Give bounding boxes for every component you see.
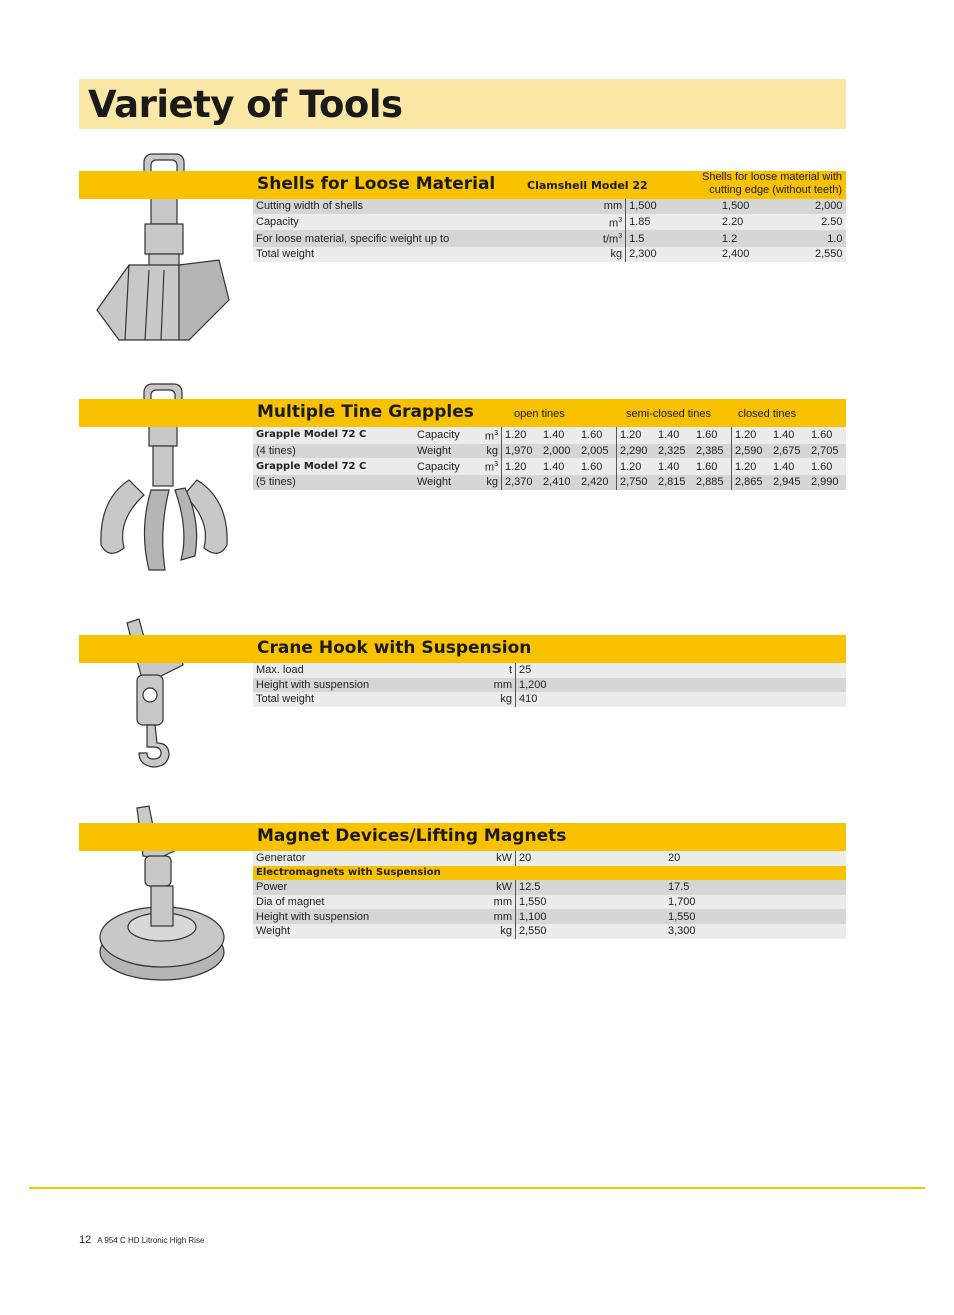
row-label: Power <box>253 880 479 895</box>
value-cell: 1.40 <box>540 458 578 475</box>
unit-text: kg <box>500 693 512 706</box>
value-cell: 1.40 <box>770 458 808 475</box>
row-model: Grapple Model 72 C <box>253 458 414 475</box>
value-cell: 1.20 <box>502 427 541 444</box>
magnets-header-band <box>79 823 846 851</box>
unit-text: m <box>484 461 495 474</box>
row-label: Height with suspension <box>253 678 479 693</box>
shells-model: Clamshell Model 22 <box>527 179 648 192</box>
value-cell: 1,200 <box>516 678 847 693</box>
value-cell: 1.60 <box>578 458 617 475</box>
row-unit <box>479 663 516 678</box>
magnets-section <box>79 802 846 992</box>
value-cell: 2,420 <box>578 475 617 490</box>
shells-title: Shells for Loose Material <box>257 174 496 194</box>
value-cell: 2,300 <box>626 247 719 262</box>
shells-variant-note <box>702 171 842 197</box>
value-cell: 1,550 <box>516 895 666 910</box>
row-unit <box>482 199 626 214</box>
title-band <box>79 79 846 129</box>
magnets-table <box>253 851 846 939</box>
value-cell: 1.0 <box>812 230 846 247</box>
value-cell: 1,550 <box>665 909 846 924</box>
row-unit <box>475 475 502 490</box>
value-cell: 1.5 <box>626 230 719 247</box>
row-param: Capacity <box>414 427 475 444</box>
row-unit <box>475 458 502 475</box>
unit-text: mm <box>603 200 623 213</box>
value-cell: 1.40 <box>655 458 693 475</box>
magnets-subheading: Electromagnets with Suspension <box>253 866 846 881</box>
value-cell: 1.40 <box>540 427 578 444</box>
value-cell: 2,550 <box>812 247 846 262</box>
row-label: Max. load <box>253 663 479 678</box>
unit-text: kg <box>500 925 512 938</box>
value-cell: 1.60 <box>693 427 732 444</box>
document-title: A 954 C HD Litronic High Rise <box>97 1236 205 1245</box>
value-cell: 2,550 <box>516 924 666 939</box>
value-cell: 1,100 <box>516 909 666 924</box>
unit-text: mm <box>493 896 512 909</box>
table-row <box>253 909 846 924</box>
value-cell: 2,885 <box>693 475 732 490</box>
row-label: Dia of magnet <box>253 895 479 910</box>
grapples-section <box>79 380 846 580</box>
row-unit <box>479 895 516 910</box>
value-cell: 1.60 <box>808 427 846 444</box>
unit-text: m <box>609 217 619 230</box>
table-row <box>253 199 846 214</box>
value-cell: 2,945 <box>770 475 808 490</box>
row-unit <box>482 247 626 262</box>
row-unit <box>482 230 626 247</box>
table-row <box>253 692 846 707</box>
row-unit <box>482 214 626 231</box>
hook-title: Crane Hook with Suspension <box>257 638 532 658</box>
value-cell: 2,675 <box>770 444 808 459</box>
grapples-header-band <box>79 399 846 427</box>
page-number: 12 <box>79 1234 92 1246</box>
table-row <box>253 924 846 939</box>
table-row <box>253 444 846 459</box>
value-cell: 1.2 <box>719 230 812 247</box>
value-cell: 2.50 <box>812 214 846 231</box>
value-cell: 2,705 <box>808 444 846 459</box>
grapples-col-semi-closed: semi-closed tines <box>626 408 711 420</box>
page-title: Variety of Tools <box>88 83 403 126</box>
row-unit <box>479 909 516 924</box>
unit-text: kW <box>496 852 512 865</box>
hook-header-band <box>79 635 846 663</box>
unit-text: m <box>484 430 495 443</box>
row-label: Total weight <box>253 692 479 707</box>
shells-variant-note-line2: cutting edge (without teeth) <box>709 184 842 196</box>
row-unit <box>475 444 502 459</box>
value-cell: 17.5 <box>665 880 846 895</box>
grapples-table <box>253 427 846 490</box>
value-cell: 2,005 <box>578 444 617 459</box>
row-param: Weight <box>414 444 475 459</box>
unit-superscript: 3 <box>494 461 498 469</box>
value-cell: 25 <box>516 663 847 678</box>
unit-text: kg <box>610 248 623 261</box>
table-row <box>253 475 846 490</box>
row-label: Generator <box>253 851 479 866</box>
table-row <box>253 247 846 262</box>
value-cell: 3,300 <box>665 924 846 939</box>
table-row <box>253 427 846 444</box>
row-label: Height with suspension <box>253 909 479 924</box>
table-row <box>253 895 846 910</box>
row-unit <box>479 678 516 693</box>
value-cell: 2,000 <box>812 199 846 214</box>
row-param: Weight <box>414 475 475 490</box>
table-row <box>253 678 846 693</box>
table-row <box>253 214 846 231</box>
table-row <box>253 230 846 247</box>
shells-table <box>253 199 846 262</box>
value-cell: 2,750 <box>616 475 655 490</box>
row-label: Total weight <box>253 247 482 262</box>
grapples-title: Multiple Tine Grapples <box>257 402 474 422</box>
unit-text: kg <box>486 476 498 489</box>
value-cell: 2,990 <box>808 475 846 490</box>
value-cell: 1,500 <box>719 199 812 214</box>
value-cell: 1.20 <box>502 458 541 475</box>
value-cell: 1.40 <box>770 427 808 444</box>
row-param: Capacity <box>414 458 475 475</box>
row-label: Cutting width of shells <box>253 199 482 214</box>
value-cell: 2.20 <box>719 214 812 231</box>
value-cell: 12.5 <box>516 880 666 895</box>
value-cell: 2,590 <box>731 444 770 459</box>
row-unit <box>479 880 516 895</box>
value-cell: 2,290 <box>616 444 655 459</box>
value-cell: 2,400 <box>719 247 812 262</box>
value-cell: 1,970 <box>502 444 541 459</box>
value-cell: 1.20 <box>616 427 655 444</box>
value-cell: 2,385 <box>693 444 732 459</box>
value-cell: 20 <box>516 851 666 866</box>
unit-text: mm <box>493 910 512 923</box>
value-cell: 1.85 <box>626 214 719 231</box>
value-cell: 1.60 <box>693 458 732 475</box>
table-row <box>253 851 846 866</box>
row-label: For loose material, specific weight up to <box>253 230 482 247</box>
value-cell: 2,865 <box>731 475 770 490</box>
unit-superscript: 3 <box>618 216 623 224</box>
unit-superscript: 3 <box>494 430 498 437</box>
table-row <box>253 458 846 475</box>
shells-variant-note-line1: Shells for loose material with <box>701 171 842 183</box>
unit-superscript: 3 <box>618 233 623 241</box>
shells-header-band <box>79 171 846 199</box>
row-unit <box>475 427 502 444</box>
value-cell: 2,370 <box>502 475 541 490</box>
value-cell: 2,325 <box>655 444 693 459</box>
row-model: (5 tines) <box>253 475 414 490</box>
hook-section <box>79 615 846 775</box>
value-cell: 2,410 <box>540 475 578 490</box>
magnets-title: Magnet Devices/Lifting Magnets <box>257 826 567 846</box>
hook-table <box>253 663 846 707</box>
value-cell: 1.60 <box>578 427 617 444</box>
unit-text: kW <box>496 881 512 894</box>
value-cell: 1.20 <box>731 458 770 475</box>
shells-section <box>79 150 846 350</box>
unit-text: kg <box>486 444 498 457</box>
row-label: Weight <box>253 924 479 939</box>
value-cell: 2,000 <box>540 444 578 459</box>
value-cell: 2,815 <box>655 475 693 490</box>
row-unit <box>479 851 516 866</box>
unit-text: t <box>508 664 512 677</box>
row-model: Grapple Model 72 C <box>253 427 414 444</box>
value-cell: 1.40 <box>655 427 693 444</box>
row-unit <box>479 924 516 939</box>
value-cell: 1.20 <box>616 458 655 475</box>
row-label: Capacity <box>253 214 482 231</box>
value-cell: 410 <box>516 692 847 707</box>
unit-text: mm <box>493 678 512 691</box>
grapples-col-closed: closed tines <box>738 408 797 420</box>
row-model: (4 tines) <box>253 444 414 459</box>
value-cell: 1,500 <box>626 199 719 214</box>
value-cell: 1.60 <box>808 458 846 475</box>
unit-text: t/m <box>602 233 619 246</box>
footer-divider <box>29 1187 925 1189</box>
value-cell: 1,700 <box>665 895 846 910</box>
grapples-col-open: open tines <box>514 408 565 420</box>
value-cell: 20 <box>665 851 846 866</box>
table-row <box>253 663 846 678</box>
table-row <box>253 880 846 895</box>
row-unit <box>479 692 516 707</box>
value-cell: 1.20 <box>731 427 770 444</box>
footer <box>79 1234 204 1246</box>
magnets-subheading-row <box>253 866 846 881</box>
